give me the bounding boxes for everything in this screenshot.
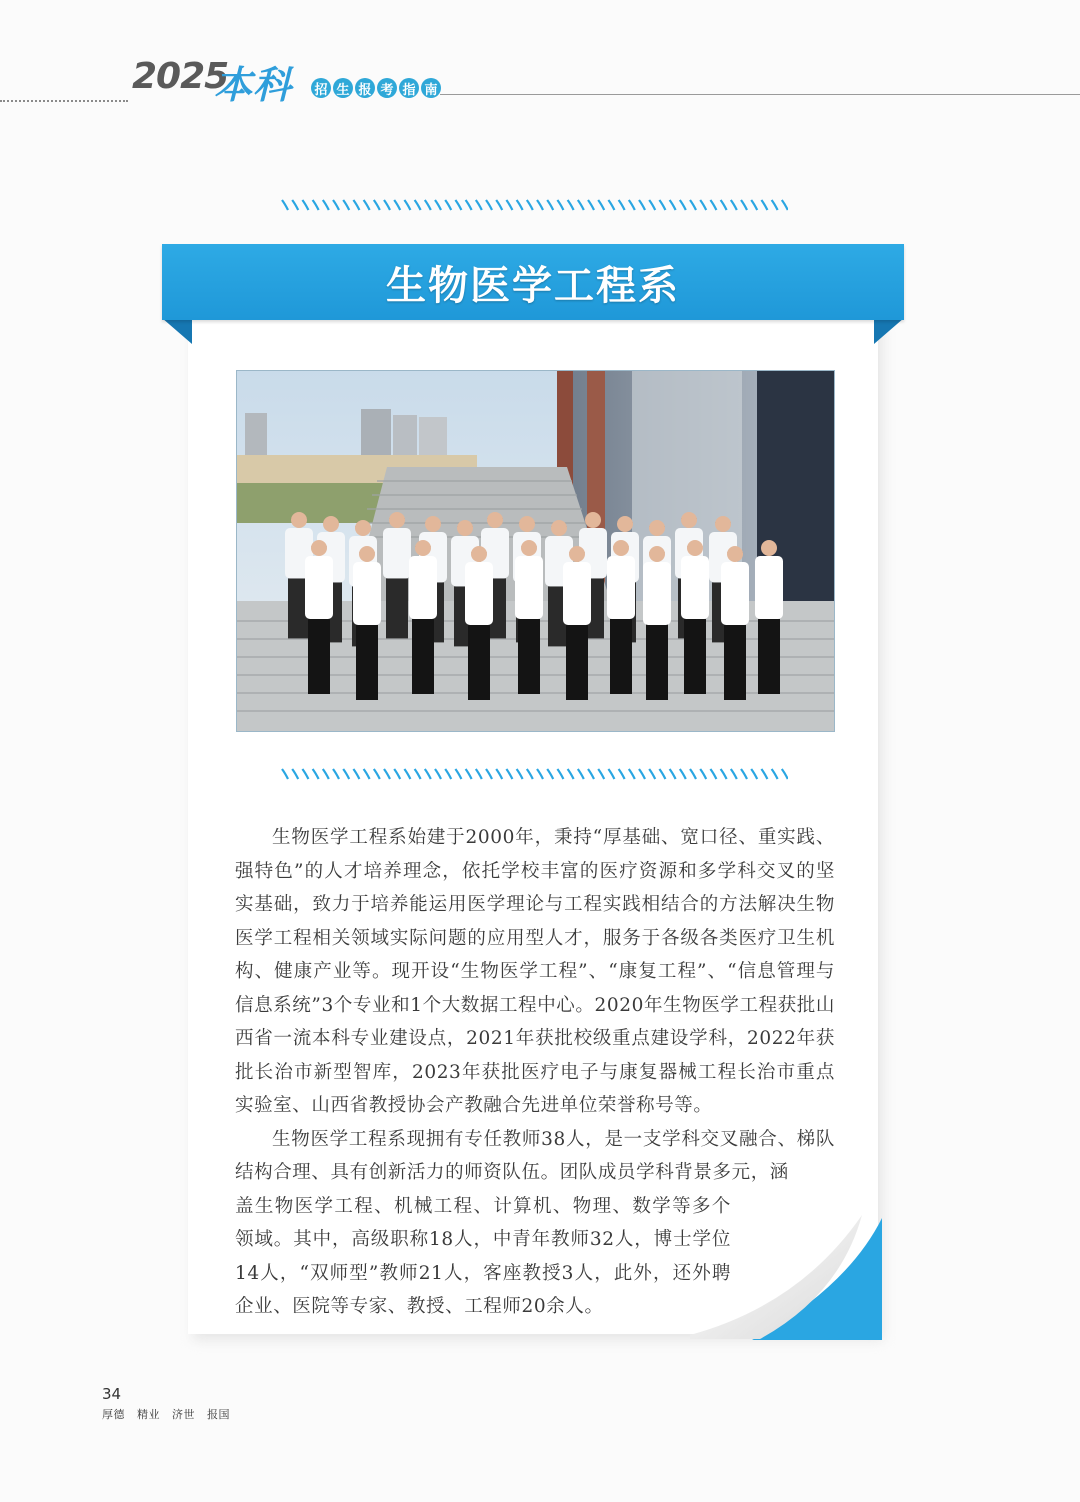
wave-stroke bbox=[292, 200, 298, 210]
subtitle-char: 南 bbox=[421, 78, 441, 98]
wave-stroke bbox=[741, 200, 747, 210]
wave-stroke bbox=[506, 200, 512, 210]
wave-stroke bbox=[598, 769, 604, 779]
footer-motto: 厚德 精业 济世 报国 bbox=[102, 1408, 230, 1421]
page-header bbox=[0, 0, 1080, 110]
photo-person bbox=[465, 546, 493, 700]
wave-stroke bbox=[313, 200, 319, 210]
subtitle-char: 招 bbox=[311, 78, 331, 98]
wave-stroke bbox=[394, 200, 400, 210]
wavy-separator-middle bbox=[278, 767, 788, 781]
wave-stroke bbox=[302, 200, 308, 210]
wave-stroke bbox=[659, 200, 665, 210]
wave-stroke bbox=[364, 769, 370, 779]
wave-stroke bbox=[384, 200, 390, 210]
wave-stroke bbox=[568, 769, 574, 779]
wave-stroke bbox=[761, 200, 767, 210]
photo-person bbox=[409, 540, 437, 694]
group-photo bbox=[236, 370, 835, 732]
subtitle-char: 指 bbox=[399, 78, 419, 98]
wave-stroke bbox=[486, 769, 492, 779]
photo-person bbox=[607, 540, 635, 694]
wave-stroke bbox=[690, 200, 696, 210]
banner-fold-right bbox=[874, 318, 904, 344]
wave-stroke bbox=[466, 769, 472, 779]
wave-stroke bbox=[619, 769, 625, 779]
wave-stroke bbox=[680, 200, 686, 210]
wave-stroke bbox=[731, 769, 737, 779]
photo-person bbox=[515, 540, 543, 694]
wave-stroke bbox=[710, 769, 716, 779]
wave-stroke bbox=[476, 200, 482, 210]
subtitle-char: 报 bbox=[355, 78, 375, 98]
wave-stroke bbox=[761, 769, 767, 779]
wave-stroke bbox=[731, 200, 737, 210]
wave-stroke bbox=[629, 769, 635, 779]
wave-stroke bbox=[364, 200, 370, 210]
wave-stroke bbox=[649, 200, 655, 210]
wave-stroke bbox=[415, 769, 421, 779]
wave-stroke bbox=[547, 200, 553, 210]
wave-stroke bbox=[690, 769, 696, 779]
wave-stroke bbox=[506, 769, 512, 779]
wave-stroke bbox=[721, 769, 727, 779]
wave-stroke bbox=[557, 769, 563, 779]
wave-stroke bbox=[670, 200, 676, 210]
wave-stroke bbox=[751, 200, 757, 210]
wave-stroke bbox=[455, 200, 461, 210]
wave-stroke bbox=[425, 200, 431, 210]
wave-stroke bbox=[445, 200, 451, 210]
wave-stroke bbox=[649, 769, 655, 779]
wave-stroke bbox=[496, 769, 502, 779]
wave-stroke bbox=[608, 769, 614, 779]
wave-stroke bbox=[619, 200, 625, 210]
wave-stroke bbox=[496, 200, 502, 210]
wave-stroke bbox=[527, 769, 533, 779]
wave-stroke bbox=[374, 769, 380, 779]
photo-person bbox=[681, 540, 709, 694]
wave-stroke bbox=[466, 200, 472, 210]
photo-person bbox=[305, 540, 333, 694]
wave-stroke bbox=[435, 200, 441, 210]
header-kind: 本科 bbox=[214, 63, 293, 107]
wave-stroke bbox=[323, 769, 329, 779]
wave-stroke bbox=[445, 769, 451, 779]
wave-stroke bbox=[394, 769, 400, 779]
wave-stroke bbox=[333, 200, 339, 210]
header-dotted-line bbox=[0, 100, 128, 102]
wave-stroke bbox=[353, 769, 359, 779]
wave-stroke bbox=[568, 200, 574, 210]
wave-stroke bbox=[772, 769, 778, 779]
photo-person bbox=[721, 546, 749, 700]
paragraph-history: 生物医学工程系始建于2000年，秉持“厚基础、宽口径、重实践、强特色”的人才培养理念，依托学校丰富的医疗资源和多学科交叉的坚实基础，致力于培养能运用医学理论与工程实践相结合的方法解决生物医学工程相关领域实际问题的应用型人才，服务于各级各类医疗卫生机构、健康产业等。现开设“生物医学工程”、“康复工程”、“信息管理与信息系统”3个专业和1个大数据工程中心。2020年生物医学工程获批山西省一流本科专业建设点，2021年获批校级重点建设学科，2022年获批长治市新型智库，2023年获批医疗电子与康复器械工程长治市重点实验室、山西省教授协会产教融合先进单位荣誉称号等。 bbox=[235, 827, 835, 1116]
wave-stroke bbox=[517, 769, 523, 779]
wave-stroke bbox=[700, 769, 706, 779]
wave-stroke bbox=[404, 769, 410, 779]
wave-stroke bbox=[404, 200, 410, 210]
wavy-separator-top bbox=[278, 198, 788, 212]
wave-stroke bbox=[782, 200, 788, 210]
wave-stroke bbox=[455, 769, 461, 779]
wave-stroke bbox=[425, 769, 431, 779]
wave-stroke bbox=[323, 200, 329, 210]
wave-stroke bbox=[608, 200, 614, 210]
photo-person bbox=[755, 540, 783, 694]
wave-stroke bbox=[343, 200, 349, 210]
photo-person bbox=[563, 546, 591, 700]
header-rule-line bbox=[440, 94, 1080, 95]
paragraph-faculty-narrow: 盖生物医学工程、机械工程、计算机、物理、数学等多个领域。其中，高级职称18人，中青年教师32人，博士学位14人，“双师型”教师21人，客座教授3人，此外，还外聘企业、医院等专家、教授、工程师20余人。 bbox=[235, 1195, 731, 1317]
wave-stroke bbox=[721, 200, 727, 210]
wave-stroke bbox=[435, 769, 441, 779]
wave-stroke bbox=[670, 769, 676, 779]
wave-stroke bbox=[537, 200, 543, 210]
wave-stroke bbox=[639, 769, 645, 779]
wave-stroke bbox=[700, 200, 706, 210]
header-year: 2025 bbox=[132, 56, 229, 97]
wave-stroke bbox=[302, 769, 308, 779]
wave-stroke bbox=[639, 200, 645, 210]
wave-stroke bbox=[588, 769, 594, 779]
photo-person bbox=[383, 512, 411, 638]
wave-stroke bbox=[476, 769, 482, 779]
wave-stroke bbox=[751, 769, 757, 779]
section-title-banner bbox=[162, 244, 904, 320]
group-photo-image bbox=[237, 371, 834, 731]
wave-stroke bbox=[374, 200, 380, 210]
paragraph-faculty-wide: 生物医学工程系现拥有专任教师38人，是一支学科交叉融合、梯队结构合理、具有创新活力的师资队伍。团队成员学科背景多元，涵 bbox=[235, 1128, 835, 1183]
wave-stroke bbox=[741, 769, 747, 779]
wave-stroke bbox=[282, 200, 288, 210]
body-text bbox=[235, 821, 835, 1324]
wave-stroke bbox=[527, 200, 533, 210]
photo-person bbox=[353, 546, 381, 700]
subtitle-char: 生 bbox=[333, 78, 353, 98]
wave-stroke bbox=[384, 769, 390, 779]
wave-stroke bbox=[680, 769, 686, 779]
wave-stroke bbox=[578, 769, 584, 779]
wave-stroke bbox=[343, 769, 349, 779]
section-title: 生物医学工程系 bbox=[386, 262, 680, 309]
wave-stroke bbox=[292, 769, 298, 779]
photo-person bbox=[643, 546, 671, 700]
wave-stroke bbox=[629, 200, 635, 210]
wave-stroke bbox=[333, 769, 339, 779]
wave-stroke bbox=[353, 200, 359, 210]
wave-stroke bbox=[598, 200, 604, 210]
subtitle-char: 考 bbox=[377, 78, 397, 98]
header-subtitle bbox=[311, 78, 441, 98]
wave-stroke bbox=[710, 200, 716, 210]
banner-fold-left bbox=[162, 318, 192, 344]
paragraph-faculty bbox=[235, 1123, 835, 1190]
page-number: 34 bbox=[102, 1385, 122, 1403]
wave-stroke bbox=[415, 200, 421, 210]
wave-stroke bbox=[547, 769, 553, 779]
wave-stroke bbox=[772, 200, 778, 210]
wave-stroke bbox=[782, 769, 788, 779]
wave-stroke bbox=[517, 200, 523, 210]
wave-stroke bbox=[313, 769, 319, 779]
wave-stroke bbox=[578, 200, 584, 210]
wave-stroke bbox=[282, 769, 288, 779]
wave-stroke bbox=[588, 200, 594, 210]
wave-stroke bbox=[537, 769, 543, 779]
wave-stroke bbox=[557, 200, 563, 210]
wave-stroke bbox=[659, 769, 665, 779]
wave-stroke bbox=[486, 200, 492, 210]
